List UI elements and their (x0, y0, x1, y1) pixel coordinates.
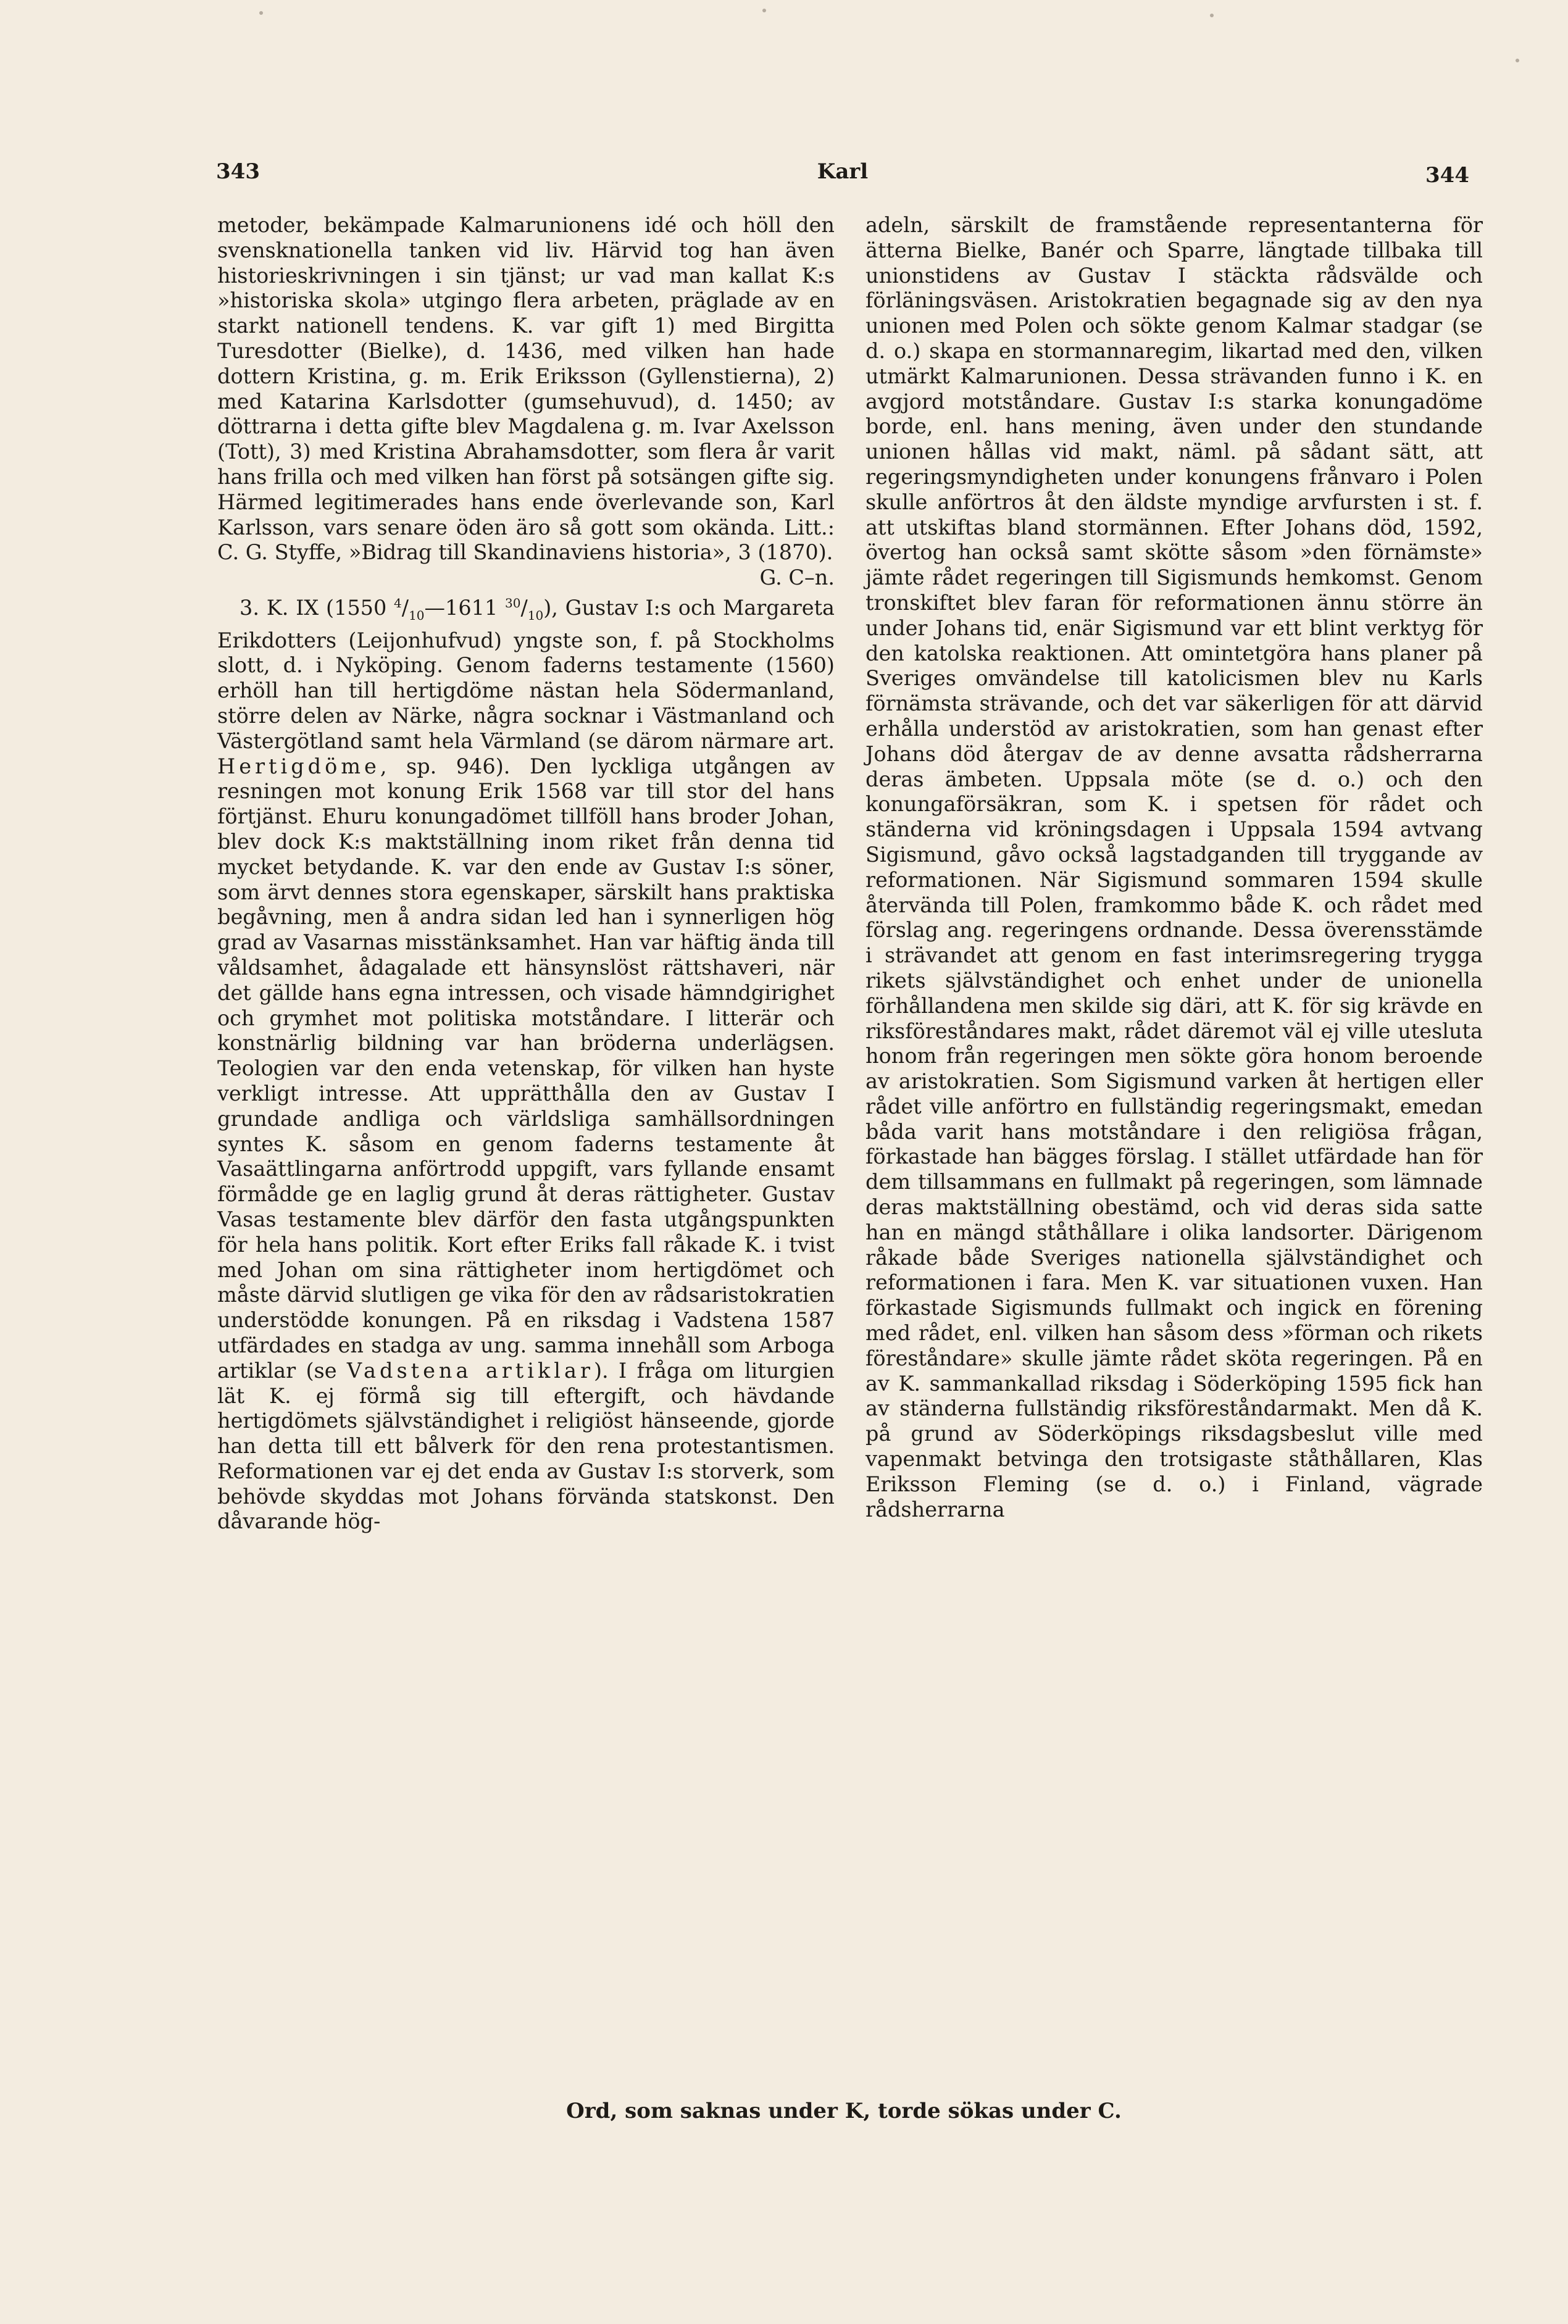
date-fraction-den: 10 (409, 607, 425, 623)
entry-karl-ix-heading: 3. K. IX (1550 (240, 596, 394, 620)
date-fraction-den: 10 (527, 607, 544, 623)
entry-text: , sp. 946). Den lyckliga utgången av resningen mot konung Erik 1568 var till stor del hans förtjänst. Ehuru konungadömet tillföll hans broder Johan, blev dock K:s maktställning inom riket från denna tid mycket betydande. K. var den ende av Gustav I:s söner, som ärvt dennes stora egenskaper, särskilt hans praktiska begåvning, men å andra sidan led han i synnerligen hög grad av Vasarnas misstänksamhet. Han var häftig ända till våldsamhet, ådagalade ett hänsynslöst rättshaveri, när det gällde hans egna intressen, och visade hämndgirighet och grymhet mot politiska motståndare. I litterär och konstnärlig bildning var han bröderna underlägsen. Teologien var den enda vetenskap, för vilken han hyste verkligt intresse. Att upprätthålla den av Gustav I grundade andliga och världsliga samhällsordningen syntes K. såsom en genom faderns testamente åt Vasaättlingarna anförtrodd uppgift, vars fyllande ensamt förmådde ge en laglig grund åt deras rättigheter. Gustav Vasas testamente blev därför den fasta utgångspunkten för hela hans politik. Kort efter Eriks fall råkade K. i tvist med Johan om sina rättigheter inom hertigdömet och måste därvid slutligen ge vika för den av rådsaristokratien understödde konungen. På en riksdag i Vadstena 1587 utfärdades en stadga av ung. samma innehåll som Arboga artiklar (se (217, 754, 835, 1383)
page-number-left: 343 (216, 159, 260, 184)
entry-karl-ix: 3. K. IX (1550 $^4/_{10}—1611$ $^{30}/_{10}$), Gustav I:s och Margareta Erikdotters (Leijonhufvud) yngste son, f. på Stockholms slott, d. i Nyköping. Genom faderns testamente (1560) erhöll han till hertigdöme nästan hela Södermanland, större delen av Närke, några socknar i Västmanland och Västergötland samt hela Värmland (se därom närmare art. Hertigdöme, sp. 946). Den lyckliga utgången av resningen mot konung Erik 1568 var till stor del hans förtjänst. Ehuru konungadömet tillföll hans broder Johan, blev dock K:s maktställning inom riket från denna tid mycket betydande. K. var den ende av Gustav I:s söner, som ärvt dennes stora egenskaper, särskilt hans praktiska begåvning, men å andra sidan led han i synnerligen hög grad av Vasarnas misstänksamhet. Han var häftig ända till våldsamhet, ådagalade ett hänsynslöst rättshaveri, när det gällde hans egna intressen, och visade hämndgirighet och grymhet mot politiska motståndare. I litterär och konstnärlig bildning var han bröderna underlägsen. Teologien var den enda vetenskap, för vilken han hyste verkligt intresse. Att upprätthålla den av Gustav I grundade andliga och världsliga samhällsordningen syntes K. såsom en genom faderns testamente åt Vasaättlingarna anförtrodd uppgift, vars fyllande ensamt förmådde ge en laglig grund åt deras rättigheter. Gustav Vasas testamente blev därför den fasta utgångspunkten för hela hans politik. Kort efter Eriks fall råkade K. i tvist med Johan om sina rättigheter inom hertigdömet och måste därvid slutligen ge vika för den av rådsaristokratien understödde konungen. På en riksdag i Vadstena 1587 utfärdades en stadga av ung. samma innehåll som Arboga artiklar (se Vadstena artiklar). I fråga om liturgien lät K. ej förmå sig till eftergift, och hävdande hertigdömets självständighet i religiöst hänseende, gjorde han detta till ett bålverk för den rena protestantismen. Reformationen var ej det enda av Gustav I:s storverk, som behövde skyddas mot Johans förvända statskonst. Den dåvarande hög- (217, 595, 835, 1534)
entry-karl-viii-end: metoder, bekämpade Kalmarunionens idé och höll den svensknationella tanken vid liv. Härvid tog han även historieskrivningen i sin tjänst; ur vad man kallat K:s »historiska skola» utgingo flera arbeten, präglade av en starkt nationell tendens. K. var gift 1) med Birgitta Turesdotter (Bielke), d. 1436, med vilken han hade dottern Kristina, g. m. Erik Eriksson (Gyllenstierna), 2) med Katarina Karlsdotter (gumsehuvud), d. 1450; av döttrarna i detta gifte blev Magdalena g. m. Ivar Axelsson (Tott), 3) med Kristina Abrahamsdotter, som flera år varit hans frilla och med vilken han först på sotsängen gifte sig. Härmed legitimerades hans ende överlevande son, Karl Karlsson, vars senare öden äro så gott som okända. Litt.: C. G. Styffe, »Bidrag till Skandinaviens historia», 3 (1870). (217, 213, 835, 565)
left-column (217, 213, 835, 1535)
paper-speck (259, 11, 263, 15)
entry-text: ), Gustav I:s och Margareta Erikdotters (Leijonhufvud) yngste son, f. på Stockholms slott, d. i Nyköping. Genom faderns testamente (1560) erhöll han till hertigdöme nästan hela Södermanland, större delen av Närke, några socknar i Västmanland och Västergötland samt hela Värmland (se därom närmare art. (217, 596, 835, 753)
paper-speck (1210, 14, 1214, 17)
running-headword: Karl (817, 159, 869, 184)
page-footer-note: Ord, som saknas under K, torde sökas under C. (566, 2099, 1122, 2123)
cross-reference: Hertigdöme (217, 754, 380, 778)
date-fraction-num: 30 (505, 595, 521, 610)
entry-text: ). I fråga om liturgien lät K. ej förmå sig till eftergift, och hävdande hertigdömets självständighet i religiöst hänseende, gjorde han detta till ett bålverk för den rena protestantismen. Reformationen var ej det enda av Gustav I:s storverk, som behövde skyddas mot Johans förvända statskonst. Den dåvarande hög- (217, 1358, 835, 1534)
date-fraction-num: 4 (394, 595, 402, 610)
page-number-right: 344 (1425, 163, 1469, 188)
paper-speck (1516, 59, 1519, 62)
author-signature: G. C–n. (759, 565, 835, 590)
entry-karl-ix-continued: adeln, särskilt de framstående representanterna för ätterna Bielke, Banér och Sparre, längtade tillbaka till unionstidens av Gustav I stäckta rådsvälde och förläningsväsen. Aristokratien begagnade sig av den nya unionen med Polen och sökte genom Kalmar stadgar (se d. o.) skapa en stormannaregim, likartad med den, vilken utmärkt Kalmarunionen. Dessa strävanden funno i K. en avgjord motståndare. Gustav I:s starka konungadöme borde, enl. hans mening, även under den stundande unionen hållas vid makt, näml. på sådant sätt, att regeringsmyndigheten under konungens frånvaro i Polen skulle anförtros åt den äldste myndige arvfursten i st. f. att utskiftas bland stormännen. Efter Johans död, 1592, övertog han också samt skötte såsom »den förnämste» jämte rådet regeringen till Sigismunds hemkomst. Genom tronskiftet blev faran för reformationen ännu större än under Johans tid, enär Sigismund var ett blint verktyg för den katolska reaktionen. Att omintetgöra hans planer på Sveriges omvändelse till katolicismen blev nu Karls förnämsta strävande, och det var säkerligen för att därvid erhålla understöd av aristokratien, som han genast efter Johans död återgav de av denne avsatta rådsherrarna deras ämbeten. Uppsala möte (se d. o.) och den konungaförsäkran, som K. i spetsen för rådet och ständerna vid kröningsdagen i Uppsala 1594 avtvang Sigismund, gåvo också lagstadganden till tryggande av reformationen. När Sigismund sommaren 1594 skulle återvända till Polen, framkommo både K. och rådet med förslag ang. regeringens ordnande. Dessa överensstämde i strävandet att genom en fast interimsregering trygga rikets självständighet och enhet under de unionella förhållandena men skilde sig däri, att K. för sig krävde en riksföreståndares makt, rådet däremot väl ej ville utesluta honom från regeringen men sökte göra honom beroende av aristokratien. Som Sigismund varken åt hertigen eller rådet ville anförtro en fullständig regeringsmakt, emedan båda varit hans motståndare i den religiösa frågan, förkastade han bägges förslag. I stället utfärdade han för dem tillsammans en fullmakt på regeringen, som lämnade deras maktställning obestämd, och vid deras sida satte han en mängd ståthållare i olika landsorter. Därigenom råkade både Sveriges nationella självständighet och reformationen i fara. Men K. var situationen vuxen. Han förkastade Sigismunds fullmakt och ingick en förening med rådet, enl. vilken han såsom dess »förman och rikets föreståndare» skulle jämte rådet sköta regeringen. På en av K. sammankallad riksdag i Söderköping 1595 fick han av ständerna fullständig riksföreståndarmakt. Men då K. på grund av Söderköpings riksdagsbeslut ville med vapenmakt betvinga den trotsigaste ståthållaren, Klas Eriksson Fleming (se d. o.) i Finland, vägrade rådsherrarna (865, 213, 1483, 1522)
right-column (865, 213, 1483, 1522)
paper-speck (762, 9, 766, 12)
page-header (216, 159, 1469, 196)
date-separator: —1611 (424, 596, 506, 620)
cross-reference: Vadstena artiklar (346, 1358, 594, 1383)
